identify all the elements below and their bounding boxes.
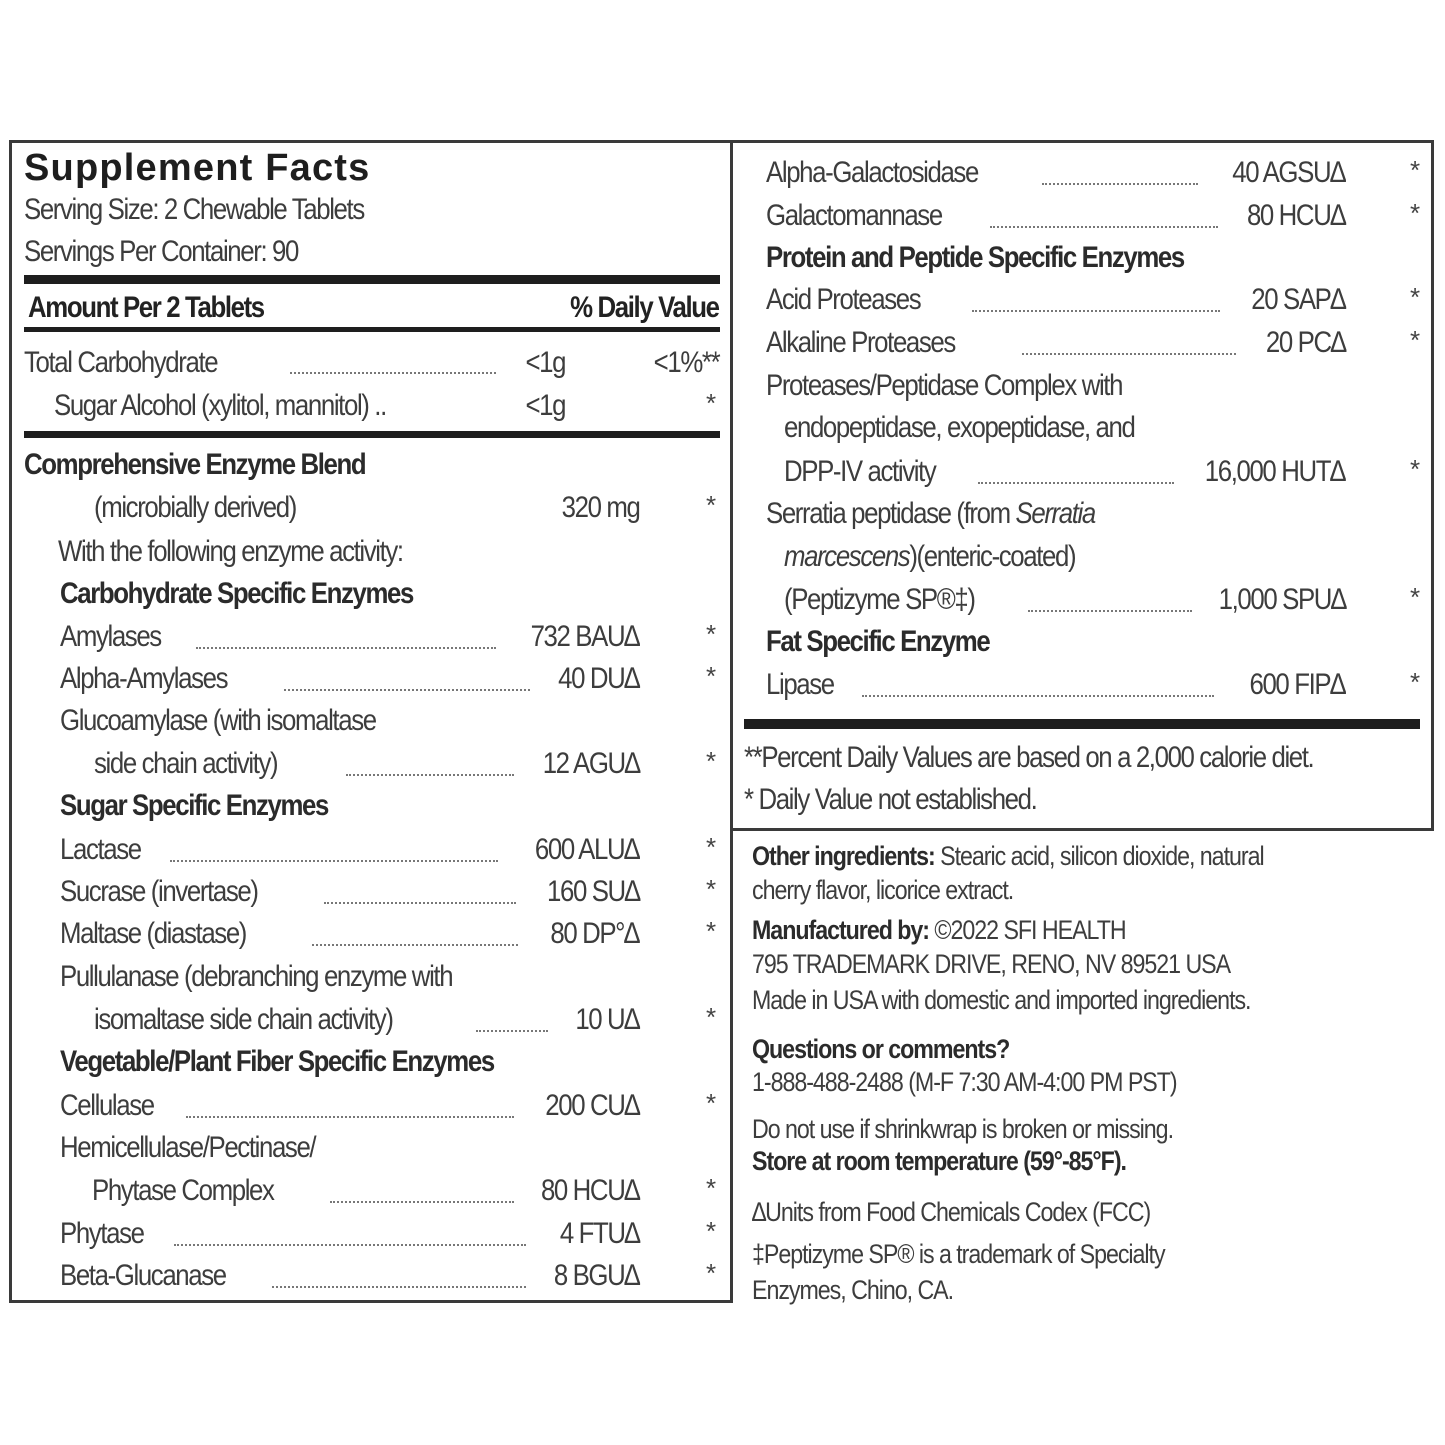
dv-star: * — [706, 661, 717, 691]
leader-dots — [972, 310, 1220, 312]
amylases-label: Amylases — [60, 620, 161, 653]
pullulanase-value: 10 U∆ — [575, 1003, 639, 1036]
supplement-facts-title: Supplement Facts — [24, 147, 371, 189]
trademark-note-1: ‡Peptizyme SP® is a trademark of Specialty — [752, 1239, 1165, 1269]
thick-rule — [24, 431, 720, 438]
amount-per-header: Amount Per 2 Tablets — [28, 291, 264, 324]
fat-enzyme-header: Fat Specific Enzyme — [766, 625, 990, 658]
leader-dots — [1042, 183, 1198, 185]
sugar-alcohol-label: Sugar Alcohol (xylitol, mannitol) .. — [54, 389, 386, 422]
leader-dots — [186, 1116, 514, 1118]
alpha-galactosidase-value: 40 AGSU∆ — [1232, 156, 1345, 189]
leader-dots — [312, 944, 518, 946]
hemicellulase-label-2: Phytase Complex — [92, 1174, 274, 1207]
leader-dots — [990, 226, 1218, 228]
hemicellulase-value: 80 HCU∆ — [541, 1174, 639, 1207]
phone-number: 1-888-488-2488 (M-F 7:30 AM-4:00 PM PST) — [752, 1067, 1177, 1097]
protease-complex-label-1: Proteases/Peptidase Complex with — [766, 369, 1123, 402]
alpha-galactosidase-label: Alpha-Galactosidase — [766, 156, 978, 189]
lipase-value: 600 FIP∆ — [1249, 668, 1345, 701]
dv-star: * — [706, 746, 717, 776]
blend-derived: (microbially derived) — [94, 491, 296, 524]
units-note: ∆Units from Food Chemicals Codex (FCC) — [752, 1197, 1151, 1227]
maltase-value: 80 DP°∆ — [550, 917, 639, 950]
daily-value-header: % Daily Value — [570, 291, 719, 324]
rule — [24, 327, 720, 332]
dv-star: * — [706, 1258, 717, 1288]
lactase-value: 600 ALU∆ — [535, 833, 639, 866]
leader-dots — [330, 1201, 514, 1203]
serratia-value: 1,000 SPU∆ — [1218, 583, 1345, 616]
alkaline-proteases-label: Alkaline Proteases — [766, 326, 955, 359]
other-ingredients-line-2: cherry flavor, licorice extract. — [752, 875, 1014, 905]
leader-dots — [272, 1286, 526, 1288]
serratia-genus: Serratia — [1015, 497, 1095, 530]
amylases-value: 732 BAU∆ — [530, 620, 639, 653]
thick-rule — [24, 275, 720, 284]
acid-proteases-label: Acid Proteases — [766, 283, 921, 316]
other-ingredients-line-1 — [752, 840, 1264, 872]
leader-dots — [324, 902, 516, 904]
cellulase-value: 200 CU∆ — [545, 1089, 639, 1122]
total-carbohydrate-dv: <1%** — [653, 346, 719, 379]
dv-star: * — [1410, 325, 1421, 355]
sucrase-label: Sucrase (invertase) — [60, 875, 258, 908]
cellulase-label: Cellulase — [60, 1089, 154, 1122]
serving-size: Serving Size: 2 Chewable Tablets — [24, 193, 364, 226]
serratia-label-1 — [766, 496, 1095, 532]
enzyme-activity-note: With the following enzyme activity: — [58, 535, 403, 568]
serratia-label-2 — [784, 539, 1075, 575]
serratia-coating: )(enteric-coated) — [909, 540, 1076, 573]
dv-star: * — [706, 874, 717, 904]
beta-glucanase-value: 8 BGU∆ — [554, 1259, 639, 1292]
carb-enzymes-header: Carbohydrate Specific Enzymes — [60, 577, 413, 610]
dv-star: * — [706, 490, 717, 520]
storage-instructions: Store at room temperature (59°-85°F). — [752, 1146, 1126, 1176]
total-carbohydrate-label: Total Carbohydrate — [24, 346, 218, 379]
total-carbohydrate-amount: <1g — [525, 346, 565, 379]
manufacturer-label: Manufactured by: — [752, 915, 930, 945]
blend-name: Comprehensive Enzyme Blend — [24, 448, 366, 481]
pullulanase-label-1: Pullulanase (debranching enzyme with — [60, 960, 453, 993]
glucoamylase-label-2: side chain activity) — [94, 747, 278, 780]
phytase-label: Phytase — [60, 1217, 144, 1250]
leader-dots — [1028, 610, 1192, 612]
galactomannase-value: 80 HCU∆ — [1247, 199, 1345, 232]
dv-star: * — [1410, 155, 1421, 185]
lactase-label: Lactase — [60, 833, 141, 866]
lipase-label: Lipase — [766, 668, 834, 701]
leader-dots — [346, 774, 514, 776]
leader-dots — [862, 695, 1214, 697]
leader-dots — [1022, 353, 1236, 355]
servings-per-container: Servings Per Container: 90 — [24, 235, 298, 268]
manufacturer-name: ©2022 SFI HEALTH — [929, 915, 1126, 945]
leader-dots — [476, 1030, 548, 1032]
protease-complex-label-3: DPP-IV activity — [784, 455, 936, 488]
manufacturer-line — [752, 914, 1126, 946]
dv-star: * — [706, 1216, 717, 1246]
questions-heading: Questions or comments? — [752, 1034, 1010, 1064]
alkaline-proteases-value: 20 PC∆ — [1265, 326, 1345, 359]
dv-not-established-footnote: * Daily Value not established. — [744, 783, 1037, 816]
dv-star: * — [706, 619, 717, 649]
dv-star: * — [1410, 454, 1421, 484]
blend-amount: 320 mg — [561, 491, 639, 524]
acid-proteases-value: 20 SAP∆ — [1251, 283, 1345, 316]
leader-dots — [174, 1244, 526, 1246]
other-ingredients-label: Other ingredients: — [752, 841, 935, 871]
dv-star: * — [1410, 667, 1421, 697]
serratia-text: Serratia peptidase (from — [766, 497, 1016, 530]
other-ingredients-text: Stearic acid, silicon dioxide, natural — [934, 841, 1264, 871]
dv-star: * — [1410, 282, 1421, 312]
thick-rule — [744, 719, 1420, 729]
glucoamylase-label-1: Glucoamylase (with isomaltase — [60, 704, 376, 737]
leader-dots — [290, 372, 496, 374]
beta-glucanase-label: Beta-Glucanase — [60, 1259, 226, 1292]
dv-star: * — [706, 1173, 717, 1203]
dv-star: * — [706, 1088, 717, 1118]
made-in-usa: Made in USA with domestic and imported ingredients. — [752, 985, 1251, 1015]
dv-star: * — [706, 916, 717, 946]
manufacturer-address: 795 TRADEMARK DRIVE, RENO, NV 89521 USA — [752, 949, 1231, 979]
serratia-species: marcescens — [784, 540, 910, 573]
glucoamylase-value: 12 AGU∆ — [542, 747, 639, 780]
pullulanase-label-2: isomaltase side chain activity) — [94, 1003, 393, 1036]
leader-dots — [170, 860, 498, 862]
dv-star: * — [1410, 198, 1421, 228]
protein-enzymes-header: Protein and Peptide Specific Enzymes — [766, 241, 1184, 274]
dv-star: * — [706, 832, 717, 862]
veg-enzymes-header: Vegetable/Plant Fiber Specific Enzymes — [60, 1045, 494, 1078]
trademark-note-2: Enzymes, Chino, CA. — [752, 1275, 954, 1305]
maltase-label: Maltase (diastase) — [60, 917, 247, 950]
galactomannase-label: Galactomannase — [766, 199, 942, 232]
alpha-amylases-label: Alpha-Amylases — [60, 662, 228, 695]
sucrase-value: 160 SU∆ — [546, 875, 639, 908]
sugar-alcohol-amount: <1g — [525, 389, 565, 422]
sugar-enzymes-header: Sugar Specific Enzymes — [60, 789, 328, 822]
hemicellulase-label-1: Hemicellulase/Pectinase/ — [60, 1131, 316, 1164]
phytase-value: 4 FTU∆ — [559, 1217, 639, 1250]
percent-dv-footnote: **Percent Daily Values are based on a 2,000 calorie diet. — [744, 741, 1314, 774]
dv-star: * — [706, 1002, 717, 1032]
dv-star: * — [1410, 582, 1421, 612]
alpha-amylases-value: 40 DU∆ — [558, 662, 639, 695]
leader-dots — [196, 647, 496, 649]
protease-complex-value: 16,000 HUT∆ — [1205, 455, 1345, 488]
dv-star: * — [706, 388, 717, 418]
serratia-label-3: (Peptizyme SP®‡) — [784, 583, 975, 616]
leader-dots — [978, 482, 1174, 484]
shrinkwrap-warning: Do not use if shrinkwrap is broken or missing. — [752, 1114, 1173, 1144]
protease-complex-label-2: endopeptidase, exopeptidase, and — [784, 411, 1135, 444]
leader-dots — [284, 689, 530, 691]
